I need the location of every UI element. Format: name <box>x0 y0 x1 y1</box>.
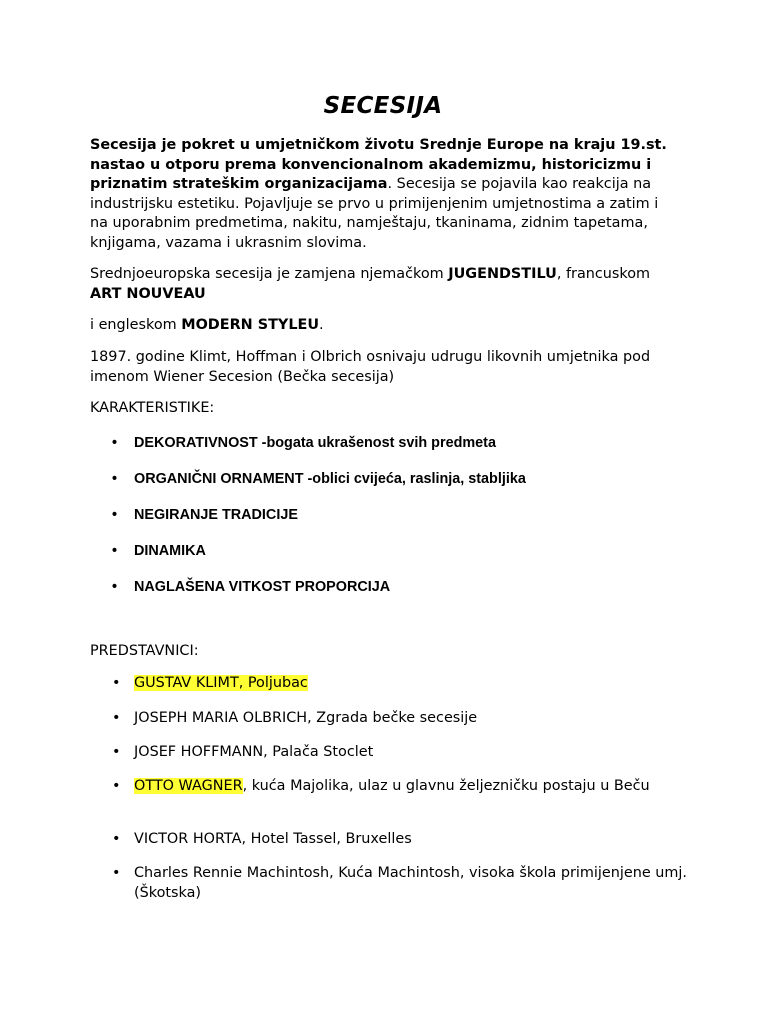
modern-style-term: MODERN STYLEU <box>181 317 320 333</box>
history-paragraph: 1897. godine Klimt, Hoffman i Olbrich osnivaju udrugu likovnih umjetnika pod imenom Wiener Secesion (Bečka secesija) <box>90 349 651 385</box>
intro-normal-text: . Secesija se pojavila kao reakcija na industrijsku estetiku. Pojavljuje se prvo u primijenjenim umjetnostima a zatim i na uporabnim predmetima, nakitu, namještaju, tkaninama, zidnim tapetama, knjigama, vazama i ukrasnim slovima. <box>90 176 659 251</box>
list-item <box>90 777 694 797</box>
bullet-icon: • <box>112 579 118 595</box>
list-item <box>90 470 680 506</box>
list-item <box>90 830 724 850</box>
jugendstil-term: JUGENDSTILU <box>448 266 557 282</box>
intro-bold-text: Secesija je pokret u umjetničkom životu Srednje Europe na kraju 19.st. nastao u otporu prema konvencionalnom akademizmu, historicizmu i priznatim strateškim organizacijama <box>90 137 667 192</box>
bullet-icon: • <box>112 435 118 451</box>
bullet-icon: • <box>112 778 121 794</box>
art-nouveau-term: ART NOUVEAU <box>90 285 206 302</box>
document-title: SECESIJA <box>323 93 443 119</box>
list-item-text: JOSEF HOFFMANN, Palača Stoclet <box>134 744 374 760</box>
modern-style-paragraph <box>90 316 680 336</box>
list-item-text: NAGLAŠENA VITKOST PROPORCIJA <box>134 579 391 595</box>
karakteristike-heading: KARAKTERISTIKE: <box>90 400 215 416</box>
highlighted-text: GUSTAV KLIMT, Poljubac <box>134 675 308 691</box>
list-item <box>90 864 694 903</box>
modern-text-2: . <box>319 317 324 333</box>
list-item-text: DINAMIKA <box>134 543 206 559</box>
list-item <box>90 674 724 694</box>
bullet-icon: • <box>112 744 121 760</box>
karakteristike-list <box>90 434 680 614</box>
bullet-icon: • <box>112 507 118 523</box>
bullet-icon: • <box>112 865 121 881</box>
bullet-icon: • <box>112 471 118 487</box>
highlighted-text: OTTO WAGNER <box>134 778 243 794</box>
list-item-text: DEKORATIVNOST -bogata ukrašenost svih predmeta <box>134 435 496 451</box>
styles-text-1: Srednjoeuropska secesija je zamjena njemačkom <box>90 266 449 282</box>
bullet-icon: • <box>112 675 121 691</box>
list-item <box>90 743 724 763</box>
intro-paragraph <box>90 136 680 253</box>
styles-paragraph <box>90 265 680 304</box>
list-item-text: Charles Rennie Machintosh, Kuća Machintosh, visoka škola primijenjene umj.(Škotska) <box>134 865 687 901</box>
list-item <box>90 709 724 729</box>
styles-text-2: , francuskom <box>556 266 651 282</box>
list-item <box>90 542 680 578</box>
list-item-text: ORGANIČNI ORNAMENT -oblici cvijeća, raslinja, stabljika <box>134 471 526 487</box>
list-item-text: VICTOR HORTA, Hotel Tassel, Bruxelles <box>134 831 412 847</box>
modern-text-1: i engleskom <box>90 317 182 333</box>
bullet-icon: • <box>112 831 121 847</box>
list-item-text: JOSEPH MARIA OLBRICH, Zgrada bečke secesije <box>134 710 478 726</box>
bullet-icon: • <box>112 710 121 726</box>
list-item <box>90 434 680 470</box>
list-item-text: , kuća Majolika, ulaz u glavnu željezničku postaju u Beču <box>242 778 650 794</box>
list-item <box>90 578 680 614</box>
list-item-text: NEGIRANJE TRADICIJE <box>134 507 298 523</box>
predstavnici-heading: PREDSTAVNICI: <box>90 643 199 659</box>
bullet-icon: • <box>112 543 118 559</box>
list-item <box>90 506 680 542</box>
